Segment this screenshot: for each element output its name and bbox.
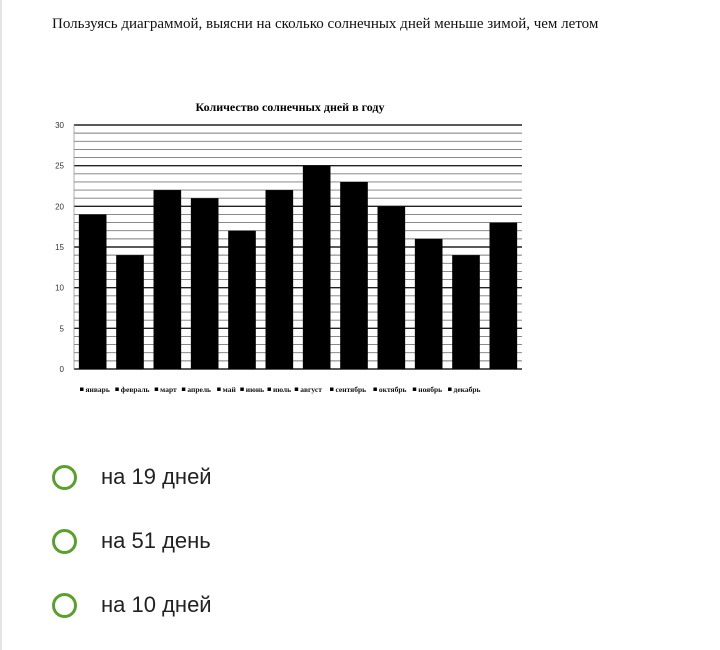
bar-chart bbox=[40, 92, 540, 402]
chart-title: Количество солнечных дней в году bbox=[195, 100, 385, 114]
legend-marker bbox=[80, 388, 84, 392]
legend-label: июнь bbox=[245, 385, 265, 394]
bar-июль bbox=[303, 166, 331, 369]
bar-февраль bbox=[116, 255, 144, 369]
legend-marker bbox=[448, 388, 452, 392]
legend-label: май bbox=[222, 385, 236, 394]
question-text: Пользуясь диаграммой, выясни на сколько солнечных дней меньше зимой, чем летом bbox=[52, 16, 599, 32]
legend-label: сентябрь bbox=[335, 385, 367, 394]
answer-option-3[interactable] bbox=[52, 586, 652, 624]
bar-август bbox=[340, 182, 368, 369]
legend-label: август bbox=[300, 385, 322, 394]
y-tick-label: 5 bbox=[59, 324, 64, 334]
legend-label: апрель bbox=[187, 385, 212, 394]
legend-label: октябрь bbox=[378, 385, 407, 394]
bar-ноябрь bbox=[452, 255, 480, 369]
legend-marker bbox=[115, 388, 119, 392]
legend-label: март bbox=[160, 385, 177, 394]
y-tick-label: 10 bbox=[55, 283, 64, 293]
option-label: на 19 дней bbox=[101, 464, 212, 489]
legend-marker bbox=[182, 388, 186, 392]
bar-октябрь bbox=[415, 239, 443, 369]
legend-marker bbox=[155, 388, 159, 392]
y-tick-label: 25 bbox=[55, 161, 64, 171]
answer-option-2[interactable] bbox=[52, 522, 652, 560]
legend-marker bbox=[295, 388, 299, 392]
legend-marker bbox=[413, 388, 417, 392]
bar-декабрь bbox=[490, 223, 518, 369]
legend-marker bbox=[268, 388, 272, 392]
legend bbox=[80, 385, 481, 394]
radio-button-icon[interactable] bbox=[52, 465, 77, 490]
legend-marker bbox=[330, 388, 334, 392]
legend-marker bbox=[240, 388, 244, 392]
bar-апрель bbox=[191, 198, 219, 369]
bar-сентябрь bbox=[378, 206, 406, 369]
legend-marker bbox=[217, 388, 221, 392]
legend-label: февраль bbox=[120, 385, 150, 394]
bar-июнь bbox=[266, 190, 294, 369]
y-tick-label: 30 bbox=[55, 121, 64, 130]
bar-январь bbox=[79, 214, 107, 369]
legend-label: январь bbox=[85, 385, 110, 394]
radio-button-icon[interactable] bbox=[52, 529, 77, 554]
y-tick-label: 20 bbox=[55, 202, 64, 212]
bar-март bbox=[154, 190, 182, 369]
answer-options bbox=[52, 458, 652, 650]
option-label: на 10 дней bbox=[101, 592, 212, 617]
option-label: на 51 день bbox=[101, 528, 211, 553]
bar-май bbox=[228, 231, 256, 369]
chart-svg bbox=[40, 92, 540, 402]
left-border bbox=[0, 0, 2, 650]
y-tick-label: 0 bbox=[59, 365, 64, 374]
legend-marker bbox=[373, 388, 377, 392]
y-axis bbox=[55, 121, 74, 374]
legend-label: декабрь bbox=[453, 385, 481, 394]
bars bbox=[79, 166, 517, 369]
radio-button-icon[interactable] bbox=[52, 593, 77, 618]
answer-option-1[interactable] bbox=[52, 458, 652, 496]
y-tick-label: 15 bbox=[55, 243, 64, 252]
legend-label: ноябрь bbox=[418, 385, 443, 394]
legend-label: июль bbox=[273, 385, 292, 394]
